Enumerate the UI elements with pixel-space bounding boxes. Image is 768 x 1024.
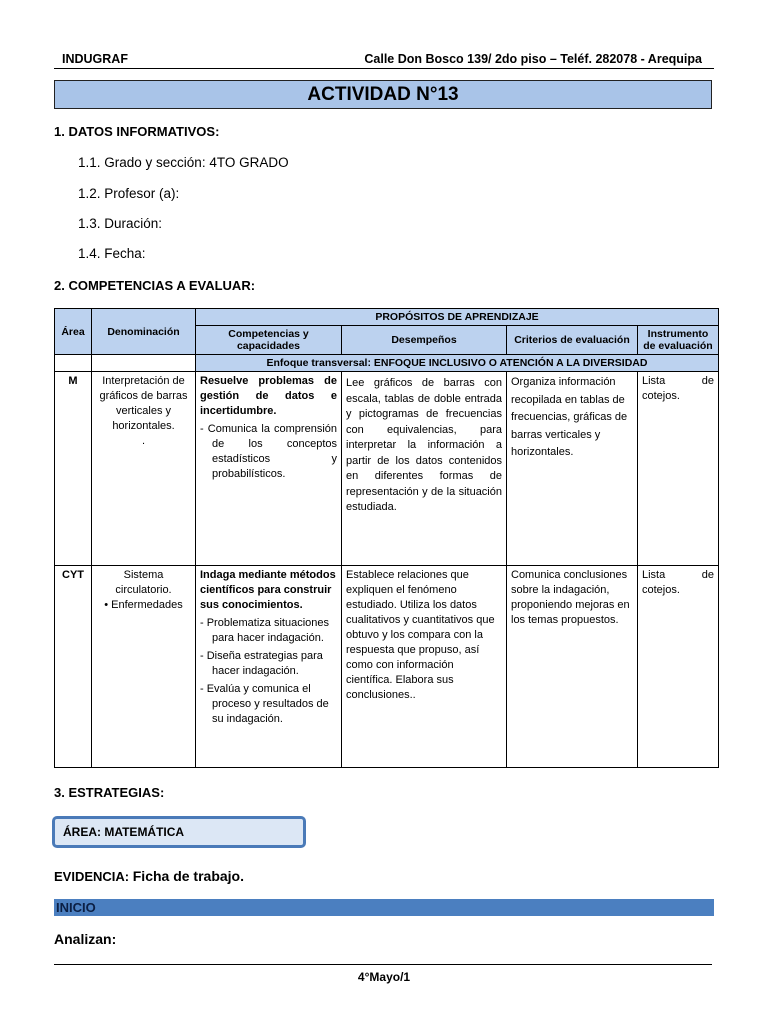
row-instrumento: Lista de cotejos. xyxy=(638,372,719,566)
datos-item-duracion: 1.3. Duración: xyxy=(78,216,163,231)
header-divider xyxy=(54,68,714,69)
denominacion-extra: • Enfermedades xyxy=(104,599,183,611)
col-header-area: Área xyxy=(55,309,92,355)
evidencia-line xyxy=(54,868,244,884)
activity-title: ACTIVIDAD N°13 xyxy=(54,80,712,109)
section-datos-heading: 1. DATOS INFORMATIVOS: xyxy=(54,124,220,139)
section-competencias-heading: 2. COMPETENCIAS A EVALUAR: xyxy=(54,278,256,293)
enfoque-transversal-row: Enfoque transversal: ENFOQUE INCLUSIVO O ATENCIÓN A LA DIVERSIDAD xyxy=(196,355,719,372)
datos-item-profesor: 1.2. Profesor (a): xyxy=(78,186,180,201)
col-header-instrumento: Instrumento de evaluación xyxy=(638,326,719,355)
capacidad-item: - Problematiza situaciones para hacer indagación. xyxy=(200,617,330,644)
competencia-title: Resuelve problemas de gestión de datos e incertidumbre. xyxy=(200,375,337,417)
datos-item-grado: 1.1. Grado y sección: 4TO GRADO xyxy=(78,155,289,170)
header-company: INDUGRAF xyxy=(62,52,128,66)
competencia-title: Indaga mediante métodos científicos para construir sus conocimientos. xyxy=(200,569,336,611)
col-header-desempenos: Desempeños xyxy=(342,326,507,355)
row-area: CYT xyxy=(55,566,92,768)
table-row xyxy=(55,372,719,566)
col-header-criterios: Criterios de evaluación xyxy=(507,326,638,355)
header-address: Calle Don Bosco 139/ 2do piso – Teléf. 282078 - Arequipa xyxy=(364,52,702,66)
row-competencias xyxy=(196,566,342,768)
competencias-table xyxy=(54,308,719,768)
capacidad-item: - Diseña estrategias para hacer indagación. xyxy=(200,650,323,677)
row-desempeno: Lee gráficos de barras con escala, tablas de doble entrada y pictogramas de frecuencias con equivalencias, para interpretar la información a partir de los datos contenidos en diferentes formas de representación y de la situación estudiada. xyxy=(342,372,507,566)
footer-divider xyxy=(54,964,712,965)
table-row xyxy=(55,566,719,768)
page-footer: 4°Mayo/1 xyxy=(357,970,411,984)
col-header-denominacion: Denominación xyxy=(92,309,196,355)
datos-item-fecha: 1.4. Fecha: xyxy=(78,246,146,261)
evidencia-label: EVIDENCIA: xyxy=(54,869,130,884)
analizan-heading: Analizan: xyxy=(54,931,117,947)
area-box: ÁREA: MATEMÁTICA xyxy=(52,816,306,848)
inicio-bar: INICIO xyxy=(54,899,714,916)
row-criterio: Organiza información recopilada en tablas de frecuencias, gráficas de barras verticales y horizontales. xyxy=(507,372,638,566)
col-header-competencias: Competencias y capacidades xyxy=(196,326,342,355)
evidencia-value: Ficha de trabajo. xyxy=(132,868,244,884)
row-area: M xyxy=(55,372,92,566)
section-estrategias-heading: 3. ESTRATEGIAS: xyxy=(54,785,165,800)
denominacion-extra: . xyxy=(141,435,146,447)
row-desempeno: Establece relaciones que expliquen el fenómeno estudiado. Utiliza los datos cualitativos y cuantitativos que obtuvo y los compara con la respuesta que propuso, así como con información científica. Elabora sus conclusiones.. xyxy=(342,566,507,768)
denominacion-text: Sistema circulatorio. xyxy=(115,569,172,596)
capacidad-item: - Comunica la comprensión de los conceptos estadísticos y probabilísticos. xyxy=(200,423,337,480)
group-header-propositos: PROPÓSITOS DE APRENDIZAJE xyxy=(196,309,719,326)
row-instrumento: Lista de cotejos. xyxy=(638,566,719,768)
row-denominacion xyxy=(92,372,196,566)
row-criterio: Comunica conclusiones sobre la indagación, proponiendo mejoras en los temas propuestos. xyxy=(507,566,638,768)
page-header xyxy=(54,52,714,68)
denominacion-text: Interpretación de gráficos de barras verticales y horizontales. xyxy=(99,375,188,432)
capacidad-item: - Evalúa y comunica el proceso y resultados de su indagación. xyxy=(200,683,329,725)
row-denominacion xyxy=(92,566,196,768)
row-competencias xyxy=(196,372,342,566)
